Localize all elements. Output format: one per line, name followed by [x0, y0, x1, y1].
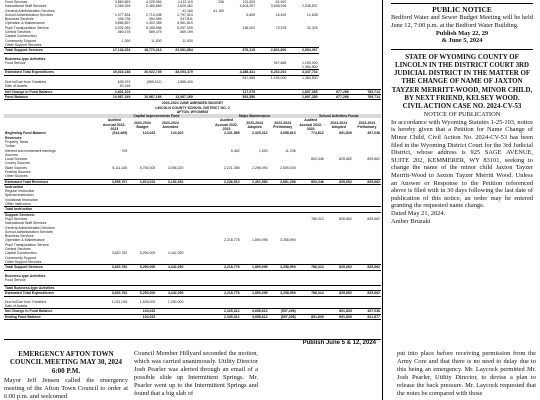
row-label: Beginning Fund Balance: [5, 131, 47, 136]
cell-value: 1,150,000: [301, 60, 318, 65]
cell-value: (597,296): [269, 314, 297, 319]
cell-value: 825,662: [353, 265, 381, 270]
cell-value: 73,378: [275, 25, 287, 30]
row-label: Operation & Maintenance: [5, 21, 45, 26]
cell-value: 16,492: [275, 12, 287, 17]
cell-value: 3,658,613: [241, 309, 269, 314]
cell-value: 53,166: [119, 84, 131, 89]
row-label: Estimated Total Expenditures: [4, 291, 100, 296]
cell-value: 2,296,090: [252, 165, 268, 170]
row-label: Property Taxes: [5, 139, 29, 144]
cell-value: 4,603,907: [239, 4, 256, 9]
row-label: Fund Services: [5, 0, 28, 4]
divider: [391, 3, 533, 4]
cell-value: 41,160: [182, 8, 193, 13]
table-row: [4, 94, 381, 99]
cell-value: 40,922,749: [131, 70, 162, 75]
divider: [391, 49, 533, 50]
column-header: Audited Accrual 2022-2023: [215, 118, 238, 132]
district-name: LINCOLN COUNTY SCHOOL DISTRICT NO. 2: [155, 105, 230, 110]
cell-value: 4,113,119: [177, 0, 193, 4]
article-column: Council Member Hillyard seconded the motion, which was carried unanimously. Utility Director Josh Pearler was alerted through an email of a possible slide up Intermittent Springs. Mr. Pearler went up to the Intermittent Springs and found that a big slab of: [134, 350, 258, 397]
cell-value: 17,134,224: [100, 48, 131, 53]
notices-column: [382, 0, 540, 400]
cell-value: 1,890,095: [252, 238, 268, 243]
fund-group-title: Capital Improvements Fund: [100, 114, 212, 118]
cell-value: 2,713,438: [146, 12, 162, 17]
table-row: [4, 314, 381, 319]
article-column: Mayor Jeff Jensen called the emergency meeting of the Afton Town Council to order at 6:00 p.m. and welcomed: [4, 377, 128, 400]
row-label: Instructional Staff Services: [5, 4, 47, 9]
budget-table-top: [4, 0, 381, 100]
row-label: Sources: [5, 152, 18, 157]
row-label: Operation & Maintenance: [5, 238, 45, 243]
cell-value: 2,391,580: [241, 179, 269, 184]
row-label: Net Change in Fund Balance: [4, 89, 100, 94]
cell-value: 891,839: [325, 309, 353, 314]
row-label: Instructional Staff Services: [5, 221, 47, 226]
cell-value: 136,002: [242, 25, 256, 30]
notice-subtitle: NOTICE OF PUBLICATION: [423, 111, 501, 119]
cell-value: 5,185,966: [146, 25, 162, 30]
cell-value: 10,967,169: [131, 94, 162, 99]
cell-value: 6,232,201: [256, 70, 287, 75]
cell-value: 800,346: [311, 157, 324, 162]
notice-body: Bedford Water and Sewer Budget Meeting will be held June 12, 7:00 p.m. at the Bedford Water Building.: [391, 14, 533, 29]
cell-value: 13,967,169: [163, 94, 194, 99]
fund-group-title: Major Maintenance: [213, 114, 297, 118]
row-label: Total Business-type Activities: [4, 286, 100, 291]
case-number: CIVIL ACTION CASE NO. 2024-CV-53: [402, 103, 522, 110]
row-label: Ending Fund Balance: [4, 314, 100, 319]
column-gap: [184, 118, 212, 131]
cell-value: 825,652: [325, 291, 353, 296]
row-label: Local Sources: [5, 157, 28, 162]
cell-value: 2,661,296: [269, 179, 297, 184]
cell-value: 3,820,782: [111, 251, 128, 256]
cell-value: 891,550: [225, 94, 256, 99]
cell-value: 46,053,479: [163, 70, 194, 75]
notice-publish-dates: Publish May 22, 29: [435, 29, 489, 37]
row-label: Regular Instruction: [5, 189, 35, 194]
column-header: 2023-2024 Adopted: [246, 120, 263, 129]
row-label: Net Change in Fund Balance: [4, 309, 100, 314]
row-label: Business-type Activities: [5, 56, 46, 61]
cell-value: 4,347,734: [287, 70, 318, 75]
row-label: School Administration Services: [5, 229, 54, 234]
cell-value: 1,697,285: [287, 89, 318, 94]
row-label: Due to/Due from Transfers: [5, 80, 47, 85]
budget-table-bottom: [4, 114, 381, 320]
cell-value: 3,192,292: [156, 179, 184, 184]
cell-value: 2,505,030: [280, 165, 296, 170]
cell-value: 2,218,778: [223, 238, 240, 243]
row-label: Food Service: [5, 277, 26, 282]
cell-value: 5,462: [230, 148, 240, 153]
cell-value: 2,325,312: [213, 309, 241, 314]
cell-value: [100, 314, 128, 319]
cell-value: 18,770,213: [131, 48, 162, 53]
article-column: put into place before receiving permission from the Army Core and that there is no need to delay due to this being an emergency. Mr. Laycock permitted Mr. Josh Pearler, Utility Director, to devise a plan to release the back pressure. Mr. Laycock requested that the notes be compared with those: [397, 350, 536, 397]
cell-value: 4,302,355: [146, 21, 162, 26]
budget-title: 2023-2024 JUNE AMENDED BUDGET: [161, 101, 224, 106]
cell-value: 786,313: [297, 265, 325, 270]
row-label: Business-type Activities: [5, 273, 46, 278]
row-label: Support Services:: [5, 212, 35, 217]
cell-value: 825,662: [367, 157, 380, 162]
publish-dates: Publish June 5 & 12, 2024: [302, 340, 376, 346]
cell-value: 1,536,000: [139, 299, 156, 304]
row-label: Other Support Services: [5, 259, 42, 264]
row-label: Total Instruction: [4, 207, 100, 212]
cell-value: 3,860,663: [114, 0, 131, 4]
row-label: Central Services: [5, 30, 31, 35]
cell-value: 789,714: [350, 94, 381, 99]
row-label: Community Support: [5, 255, 36, 260]
cell-value: 1,890,095: [241, 291, 269, 296]
cell-value: 1,858,400: [177, 80, 193, 85]
cell-value: 891,839: [297, 314, 325, 319]
cell-value: 3,258,590: [280, 238, 296, 243]
cell-value: 2,797,324: [177, 12, 193, 17]
cell-value: (513,469): [112, 131, 128, 136]
row-label: County Sources: [5, 161, 30, 166]
row-label: Food Service: [5, 60, 26, 65]
column-header: Audited Accrual 2022-2023: [102, 118, 126, 132]
cell-value: 497,038: [353, 309, 381, 314]
cell-value: 124,022: [170, 131, 184, 136]
cell-value: 825,662: [367, 216, 380, 221]
cell-value: 5,250,000: [128, 265, 156, 270]
row-label: Instruction: [5, 184, 24, 189]
cell-value: 3,638,934: [270, 4, 287, 9]
row-label: School Administration Services: [5, 12, 54, 17]
cell-value: 2,325,312: [252, 131, 268, 136]
cell-value: 4,874,022: [128, 179, 156, 184]
row-label: Fund Balance: [4, 94, 100, 99]
cell-value: (989,412): [146, 80, 162, 85]
cell-value: 635,974: [117, 80, 131, 85]
cell-value: 825,662: [353, 291, 381, 296]
cell-value: 825,652: [339, 157, 352, 162]
cell-value: 61,997: [275, 0, 287, 4]
cell-value: [194, 94, 225, 99]
row-label: Other Sources: [5, 174, 28, 179]
cell-value: 2,601,800: [256, 48, 287, 53]
row-label: State Sources: [5, 165, 27, 170]
row-label: Due to/Due from Transfers: [5, 299, 47, 304]
cell-value: 3,658,613: [280, 131, 296, 136]
row-label: Special Instruction: [5, 193, 34, 198]
row-label: General Administration Services: [5, 8, 55, 13]
court-notice-body: In accordance with Wyoming Statutes 1-25-103, notice is hereby given that a Petition for Name Change of Minor Child, Civil Action No. 2024-CV-53 has been filed in the Wyoming District Court for the 3rd Judicial District, whose address is 925 SAGE AVENUE, SUITE 202, KEMMERER, WY 83101, seeking to change the name of the minor child Jaxton Tayzer Merritt-Wood to Jaxton Tayzer Merritt Wood. Unless an Answer or Response to the Petition referenced above is filed with in 30 days following the last date of publication of this notice, an order may be entered granting the requested name change.: [391, 118, 533, 210]
cell-value: 1,250,000: [167, 299, 184, 304]
row-label: Pupil Services: [5, 216, 28, 221]
cell-value: 11,500: [151, 38, 162, 43]
cell-value: 4,486,441: [225, 70, 256, 75]
cell-value: 12,638: [306, 12, 318, 17]
cell-value: 3,865,897: [114, 21, 131, 26]
row-label: General Administration Services: [5, 225, 55, 230]
cell-value: 1,384,500: [301, 75, 318, 80]
cell-value: 6,609: [246, 12, 256, 17]
row-label: [4, 118, 100, 131]
column-header: 2023-2024 Preliminary: [357, 120, 377, 129]
cell-value: 1,021,015: [111, 299, 128, 304]
notice-signer: Amber Bruzaki: [391, 217, 431, 225]
row-label: Other Instruction: [5, 202, 31, 207]
cell-value: 2,226,510: [213, 179, 241, 184]
cell-value: 5,250,000: [139, 251, 156, 256]
cell-value: 4,599,767: [100, 179, 128, 184]
cell-value: 11,236: [285, 148, 296, 153]
cell-value: 1,500: [258, 148, 268, 153]
cell-value: 1,384,500: [301, 65, 318, 70]
cell-value: 131,620: [242, 0, 256, 4]
cell-value: 10,967,169: [100, 94, 131, 99]
cell-value: (597,296): [269, 309, 297, 314]
cell-value: 2,221,358: [223, 165, 240, 170]
row-label: Total Support Services: [4, 265, 100, 270]
cell-value: 104,022: [128, 309, 156, 314]
column-header: 2023-2024 Budget: [133, 120, 151, 129]
cell-value: 789,714: [350, 89, 381, 94]
column-header: 2023-2024 Adopted: [330, 120, 348, 129]
cell-value: 2,489,869: [146, 4, 162, 9]
row-label: Federal Sources: [5, 169, 31, 174]
row-label: Capital Construction: [5, 34, 37, 39]
cell-value: 2,321,989: [223, 131, 240, 136]
cell-value: 4,442,290: [156, 265, 184, 270]
cell-value: 786,313: [297, 291, 325, 296]
row-label: Estimated Total Expenditures: [4, 70, 100, 75]
row-label: Business Services: [5, 17, 34, 22]
cell-value: 4,442,290: [156, 291, 184, 296]
cell-value: 2,369,326: [114, 4, 131, 9]
cell-value: 117,075: [225, 89, 256, 94]
cell-value: 1,890,095: [241, 265, 269, 270]
cell-value: 569,478: [117, 30, 131, 35]
cell-value: 825,652: [339, 216, 352, 221]
row-label: Community Support: [5, 38, 36, 43]
cell-value: 4,442,290: [167, 251, 184, 256]
cell-value: 3,820,782: [100, 265, 128, 270]
court-notice-heading: STATE OF WYOMING COUNTY OF LINCOLN IN THE DISTRICT COURT 3RD JUDICIAL DISTRICT IN THE MATTER OF THE CHANGE OF NAME OF JAXTON TAYZER MERRITT-WOOD, MINOR CHILD, BY NEXT FRIEND, KELSEY WOOD.: [391, 53, 533, 102]
notice-dated: Dated May 21, 2024.: [391, 209, 446, 217]
cell-value: 5,750,000: [139, 165, 156, 170]
cell-value: 705: [121, 148, 128, 153]
cell-value: 436,735: [117, 17, 131, 22]
cell-value: 3,658,613: [241, 314, 269, 319]
cell-value: 2,538,537: [301, 4, 318, 9]
article-headline: EMERGENCY AFTON TOWN COUNCIL MEETING MAY 30, 2024 6:00 P.M.: [9, 350, 123, 375]
cell-value: 825,652: [325, 265, 353, 270]
cell-value: 5,097,009: [177, 25, 193, 30]
cell-value: 4,025,554: [146, 0, 162, 4]
row-label: Central Services: [5, 247, 31, 252]
row-label: Vocational Instruction: [5, 197, 39, 202]
cell-value: 800,346: [297, 179, 325, 184]
council-meeting-article: [4, 350, 540, 400]
cell-value: 20,061,884: [163, 48, 194, 53]
cell-value: 786,313: [311, 216, 324, 221]
cell-value: 2,218,778: [213, 265, 241, 270]
cell-value: 5,250,000: [128, 291, 156, 296]
row-label: Capital Construction: [5, 251, 37, 256]
cell-value: 236: [218, 0, 224, 4]
cell-value: 2,377,834: [114, 12, 131, 17]
budget-section: [4, 0, 381, 338]
cell-value: 1,697,285: [287, 94, 318, 99]
row-label: Sale of Assets: [5, 84, 28, 89]
row-label: Tuition: [5, 144, 16, 149]
cell-value: 40,616,246: [100, 70, 131, 75]
row-label: Estimated Total Revenues: [4, 179, 100, 184]
cell-value: 497,038: [367, 131, 380, 136]
cell-value: 947,665: [242, 75, 256, 80]
cell-value: 2,218,778: [213, 291, 241, 296]
cell-value: 676,215: [225, 48, 256, 53]
cell-value: 3,258,590: [269, 265, 297, 270]
column-header: Audited Accrual 2022-2023: [299, 118, 323, 132]
cell-value: [256, 94, 287, 99]
notice-title: PUBLIC NOTICE: [432, 5, 492, 14]
row-label: Total Support Services: [4, 48, 100, 53]
cell-value: 825,662: [353, 179, 381, 184]
row-label: Interest and investment earnings: [5, 148, 56, 153]
cell-value: 5,111,026: [112, 165, 128, 170]
cell-value: 104,022: [128, 314, 156, 319]
district-location: AFTON, WYOMING: [176, 109, 209, 114]
cell-value: 825,652: [325, 179, 353, 184]
cell-value: 691,839: [325, 314, 353, 319]
cell-value: 774,812: [311, 131, 324, 136]
cell-value: 3,098,220: [167, 165, 184, 170]
cell-value: 947,665: [273, 60, 287, 65]
cell-value: [156, 314, 184, 319]
column-header: 2023-2024 Preliminary: [273, 120, 293, 129]
cell-value: 569,199: [180, 30, 193, 35]
budget-title-block: [4, 101, 381, 114]
notice-publish-dates: & June 5, 2024: [441, 37, 483, 45]
cell-value: 691,839: [339, 131, 352, 136]
cell-value: 1,150,000: [270, 75, 287, 80]
column-header-row: [4, 118, 381, 131]
cell-value: 41,160: [213, 8, 224, 13]
cell-value: 4,332,053: [114, 25, 131, 30]
cell-value: 589,479: [148, 30, 162, 35]
cell-value: 5,951,819: [177, 21, 193, 26]
cell-value: 2,325,312: [213, 314, 241, 319]
row-label: Other Support Services: [5, 42, 42, 47]
cell-value: 921,877: [353, 314, 381, 319]
cell-value: 124,022: [142, 131, 156, 136]
cell-value: 547,811: [180, 17, 193, 22]
cell-value: 677,266: [319, 89, 350, 94]
cell-value: 1,390: [121, 38, 131, 43]
cell-value: 677,266: [319, 94, 350, 99]
cell-value: 2,629,462: [177, 4, 193, 9]
row-label: Pupil Transportation Service: [5, 242, 49, 247]
cell-value: 1,601,101: [100, 89, 131, 94]
cell-value: 11,930: [182, 38, 193, 43]
cell-value: 2,654,097: [287, 48, 318, 53]
column-header: 2023-2024 Amended: [162, 120, 179, 129]
row-label: Pupil Transportation Service: [5, 25, 49, 30]
row-label: Sale of Assets: [5, 304, 28, 308]
cell-value: 32,325: [306, 25, 318, 30]
cell-value: [184, 314, 212, 319]
cell-value: 394,959: [148, 17, 162, 22]
cell-value: 3,258,590: [269, 291, 297, 296]
cell-value: 3,820,782: [100, 291, 128, 296]
row-label: Revenues: [5, 135, 22, 140]
fund-group-title: School Activities Funds: [297, 114, 381, 118]
row-label: Business Services: [5, 234, 34, 239]
